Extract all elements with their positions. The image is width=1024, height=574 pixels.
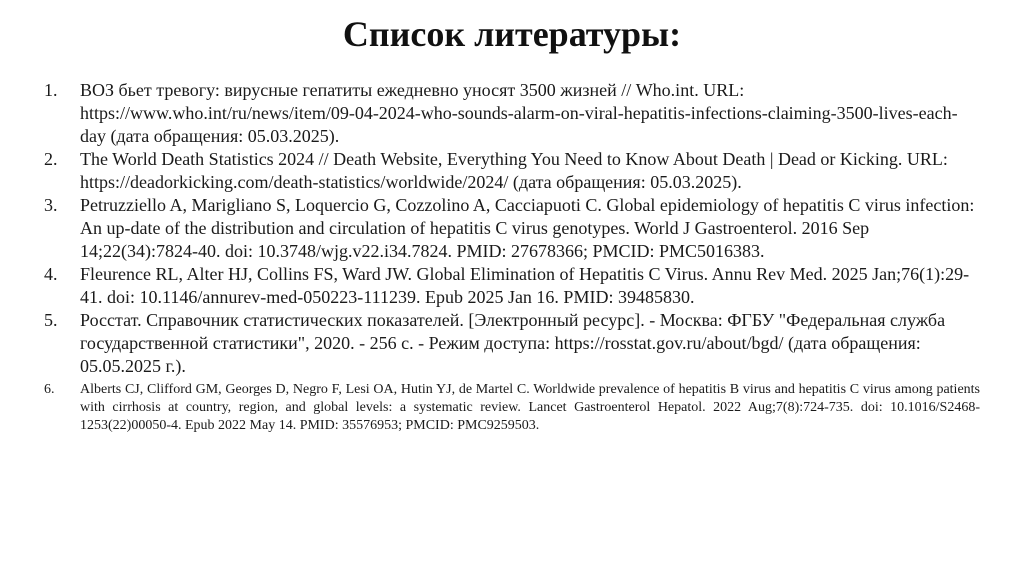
reference-item-5 [44, 309, 980, 378]
reference-item-4 [44, 263, 980, 309]
reference-number: 1. [44, 80, 58, 100]
slide-title: Список литературы: [342, 14, 682, 54]
reference-text: Petruzziello A, Marigliano S, Loquercio G, Cozzolino A, Cacciapuoti C. Global epidemiology of hepatitis C virus infection: An up-date of the distribution and circulation of hepatitis C virus genotypes. World J Gastroenterol. 2016 Sep 14;22(34):7824-40. doi: 10.3748/wjg.v22.i34.7824. PMID: 27678366; PMCID: PMC5016383. [80, 195, 975, 261]
reference-number: 6. [44, 382, 55, 397]
reference-number: 5. [44, 310, 58, 330]
reference-item-1 [44, 79, 980, 148]
reference-list [44, 79, 980, 435]
reference-item-6 [44, 381, 980, 435]
reference-item-2 [44, 148, 980, 194]
reference-number: 4. [44, 264, 58, 284]
reference-number: 3. [44, 195, 58, 215]
reference-item-3 [44, 194, 980, 263]
reference-number: 2. [44, 149, 58, 169]
reference-text: Росстат. Справочник статистических показателей. [Электронный ресурс]. - Москва: ФГБУ "Федеральная служба государственной статистики", 2020. - 256 с. - Режим доступа: https://rosstat.gov.ru/about/bgd/ (дата обращения: 05.05.2025 г.). [80, 310, 946, 376]
reference-text: Fleurence RL, Alter HJ, Collins FS, Ward JW. Global Elimination of Hepatitis C Virus. Annu Rev Med. 2025 Jan;76(1):29-41. doi: 10.1146/annurev-med-050223-111239. Epub 2025 Jan 16. PMID: 39485830. [80, 264, 970, 307]
reference-text: ВОЗ бьет тревогу: вирусные гепатиты ежедневно уносят 3500 жизней // Who.int. URL: https://www.who.int/ru/news/item/09-04-2024-who-sounds-alarm-on-viral-hepatitis-infections-claiming-3500-lives-each-day (дата обращения: 05.03.2025). [80, 80, 958, 146]
reference-text: The World Death Statistics 2024 // Death Website, Everything You Need to Know About Death | Dead or Kicking. URL: https://deadorkicking.com/death-statistics/worldwide/2024/ (дата обращения: 05.03.2025). [80, 149, 948, 192]
reference-text: Alberts CJ, Clifford GM, Georges D, Negro F, Lesi OA, Hutin YJ, de Martel C. Worldwide prevalence of hepatitis B virus and hepatitis C virus among patients with cirrhosis at country, region, and global levels: a systematic review. Lancet Gastroenterol Hepatol. 2022 Aug;7(8):724-735. doi: 10.1016/S2468-1253(22)00050-4. Epub 2022 May 14. PMID: 35576953; PMCID: PMC9259503. [80, 382, 980, 433]
